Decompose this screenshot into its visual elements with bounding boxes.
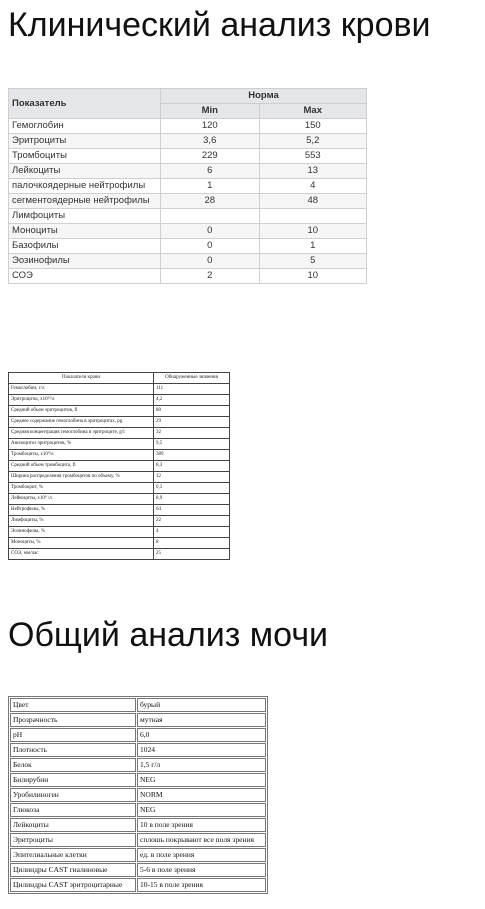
table-row: [9, 119, 367, 134]
row-found-value: 32: [154, 428, 230, 439]
table-row: [9, 194, 367, 209]
row-indicator-name: Средний объем эритроцитов, fl: [9, 406, 154, 417]
row-indicator-name: СОЭ, мм/час: [9, 549, 154, 560]
table-row: [9, 439, 230, 450]
table-row: [9, 239, 367, 254]
row-min-value: 0: [161, 224, 260, 239]
row-parameter-name: Лейкоциты: [10, 818, 136, 832]
table-row: [9, 224, 367, 239]
row-found-value: 4,2: [154, 395, 230, 406]
row-parameter-value: 6,0: [137, 728, 266, 742]
row-indicator-name: Тромбоциты: [9, 149, 161, 164]
row-parameter-name: Цилиндры CAST эритроцитарные: [10, 878, 136, 892]
table-row: [10, 863, 266, 877]
row-found-value: 4: [154, 527, 230, 538]
title-blood-analysis: Клинический анализ крови: [8, 6, 431, 44]
table-row: [10, 803, 266, 817]
row-found-value: 12: [154, 472, 230, 483]
table-row: [9, 549, 230, 560]
blood-norms-table: [8, 88, 367, 284]
table-row: [9, 527, 230, 538]
row-indicator-name: палочкоядерные нейтрофилы: [9, 179, 161, 194]
row-parameter-value: NORM: [137, 788, 266, 802]
table-row: [9, 254, 367, 269]
row-indicator-name: Эритроциты, х10¹²/л: [9, 395, 154, 406]
title-urine-analysis: Общий анализ мочи: [8, 616, 329, 654]
table-row: [10, 848, 266, 862]
table-row: [9, 164, 367, 179]
row-found-value: 29: [154, 417, 230, 428]
table-row: [10, 818, 266, 832]
row-parameter-value: ед. в поле зрения: [137, 848, 266, 862]
row-found-value: 22: [154, 516, 230, 527]
row-parameter-value: 10-15 в поле зрения: [137, 878, 266, 892]
table-row: [9, 516, 230, 527]
row-parameter-value: бурый: [137, 698, 266, 712]
row-parameter-name: pH: [10, 728, 136, 742]
table-row: [9, 461, 230, 472]
row-max-value: 4: [259, 179, 366, 194]
table-row: [10, 743, 266, 757]
row-max-value: [259, 209, 366, 224]
row-found-value: 25: [154, 549, 230, 560]
row-max-value: 1: [259, 239, 366, 254]
row-max-value: 48: [259, 194, 366, 209]
table-row: [10, 773, 266, 787]
row-indicator-name: Средняя концентрация гемоглобина в эритроците, g/l: [9, 428, 154, 439]
row-indicator-name: Лейкоциты: [9, 164, 161, 179]
row-min-value: 2: [161, 269, 260, 284]
row-max-value: 553: [259, 149, 366, 164]
row-indicator-name: Базофилы: [9, 239, 161, 254]
table-row: [10, 833, 266, 847]
header-norm: Норма: [161, 89, 367, 104]
row-indicator-name: Гемоглобин, г/л: [9, 384, 154, 395]
table-row: [9, 472, 230, 483]
row-found-value: 9,5: [154, 439, 230, 450]
table-row: [10, 698, 266, 712]
table-row: [9, 417, 230, 428]
row-found-value: 8: [154, 538, 230, 549]
row-indicator-name: Моноциты, %: [9, 538, 154, 549]
table-row: [9, 428, 230, 439]
header-max: Max: [259, 104, 366, 119]
row-found-value: 0,3: [154, 483, 230, 494]
row-parameter-value: NEG: [137, 803, 266, 817]
row-max-value: 10: [259, 224, 366, 239]
row-min-value: 1: [161, 179, 260, 194]
row-found-value: 64: [154, 505, 230, 516]
row-parameter-name: Прозрачность: [10, 713, 136, 727]
row-parameter-name: Цилиндры CAST гиалиновые: [10, 863, 136, 877]
row-parameter-name: Уробилиноген: [10, 788, 136, 802]
row-indicator-name: Средний объем тромбоцита, fl: [9, 461, 154, 472]
table-row: [9, 179, 367, 194]
table-row: [9, 134, 367, 149]
row-parameter-value: NEG: [137, 773, 266, 787]
table-row: [9, 450, 230, 461]
row-min-value: [161, 209, 260, 224]
row-parameter-value: мутная: [137, 713, 266, 727]
row-indicator-name: Эритроциты: [9, 134, 161, 149]
row-max-value: 10: [259, 269, 366, 284]
row-min-value: 0: [161, 254, 260, 269]
row-found-value: 8,9: [154, 494, 230, 505]
row-parameter-value: 5-6 в поле зрения: [137, 863, 266, 877]
urine-table: [8, 696, 268, 894]
table-row: [9, 395, 230, 406]
table-row: [9, 406, 230, 417]
row-min-value: 229: [161, 149, 260, 164]
header-min: Min: [161, 104, 260, 119]
header-found-values: Обнаруженные значения: [154, 373, 230, 384]
row-max-value: 13: [259, 164, 366, 179]
table-row: [10, 878, 266, 892]
table-row: [10, 713, 266, 727]
row-indicator-name: СОЭ: [9, 269, 161, 284]
table-row: [10, 758, 266, 772]
table-row: [9, 538, 230, 549]
row-parameter-name: Билирубин: [10, 773, 136, 787]
table-row: [9, 149, 367, 164]
row-found-value: 111: [154, 384, 230, 395]
row-indicator-name: Лимфоциты, %: [9, 516, 154, 527]
row-indicator-name: Эозинофилы: [9, 254, 161, 269]
row-found-value: 80: [154, 406, 230, 417]
row-min-value: 28: [161, 194, 260, 209]
row-min-value: 6: [161, 164, 260, 179]
row-indicator-name: Среднее содержание гемоглобина в эритроцитах, pg: [9, 417, 154, 428]
table-row: [9, 483, 230, 494]
table-row: [9, 269, 367, 284]
row-indicator-name: Лейкоциты, х10⁹ /л: [9, 494, 154, 505]
table-row: [9, 494, 230, 505]
row-indicator-name: Анизоцитоз эритроцитов, %: [9, 439, 154, 450]
row-indicator-name: Тромбокрит, %: [9, 483, 154, 494]
row-parameter-name: Цвет: [10, 698, 136, 712]
row-parameter-name: Глюкоза: [10, 803, 136, 817]
row-max-value: 5,2: [259, 134, 366, 149]
row-parameter-name: Эритроциты: [10, 833, 136, 847]
row-parameter-name: Эпителиальные клетки: [10, 848, 136, 862]
row-indicator-name: сегментоядерные нейтрофилы: [9, 194, 161, 209]
row-min-value: 0: [161, 239, 260, 254]
row-indicator-name: Ширина распределения тромбоцитов по объему, %: [9, 472, 154, 483]
row-parameter-value: 1,5 г/л: [137, 758, 266, 772]
header-indicator: Показатель: [9, 89, 161, 119]
row-indicator-name: Лимфоциты: [9, 209, 161, 224]
blood-results-table: [8, 372, 230, 560]
row-indicator-name: Эозинофилы, %: [9, 527, 154, 538]
table-row: [9, 505, 230, 516]
row-indicator-name: Гемоглобин: [9, 119, 161, 134]
row-indicator-name: Тромбоциты, х10⁹/л: [9, 450, 154, 461]
row-parameter-value: 10 в поле зрения: [137, 818, 266, 832]
row-indicator-name: Моноциты: [9, 224, 161, 239]
row-found-value: 8,3: [154, 461, 230, 472]
row-min-value: 120: [161, 119, 260, 134]
header-blood-indicators: Показатели крови: [9, 373, 154, 384]
row-min-value: 3,6: [161, 134, 260, 149]
row-parameter-name: Белок: [10, 758, 136, 772]
row-parameter-name: Плотность: [10, 743, 136, 757]
row-indicator-name: Нейтрофилы, %: [9, 505, 154, 516]
table-row: [9, 384, 230, 395]
row-found-value: 389: [154, 450, 230, 461]
row-parameter-value: 1024: [137, 743, 266, 757]
row-max-value: 150: [259, 119, 366, 134]
table-row: [10, 728, 266, 742]
table-row: [9, 209, 367, 224]
table-row: [10, 788, 266, 802]
row-max-value: 5: [259, 254, 366, 269]
row-parameter-value: сплошь покрывают все поля зрения: [137, 833, 266, 847]
